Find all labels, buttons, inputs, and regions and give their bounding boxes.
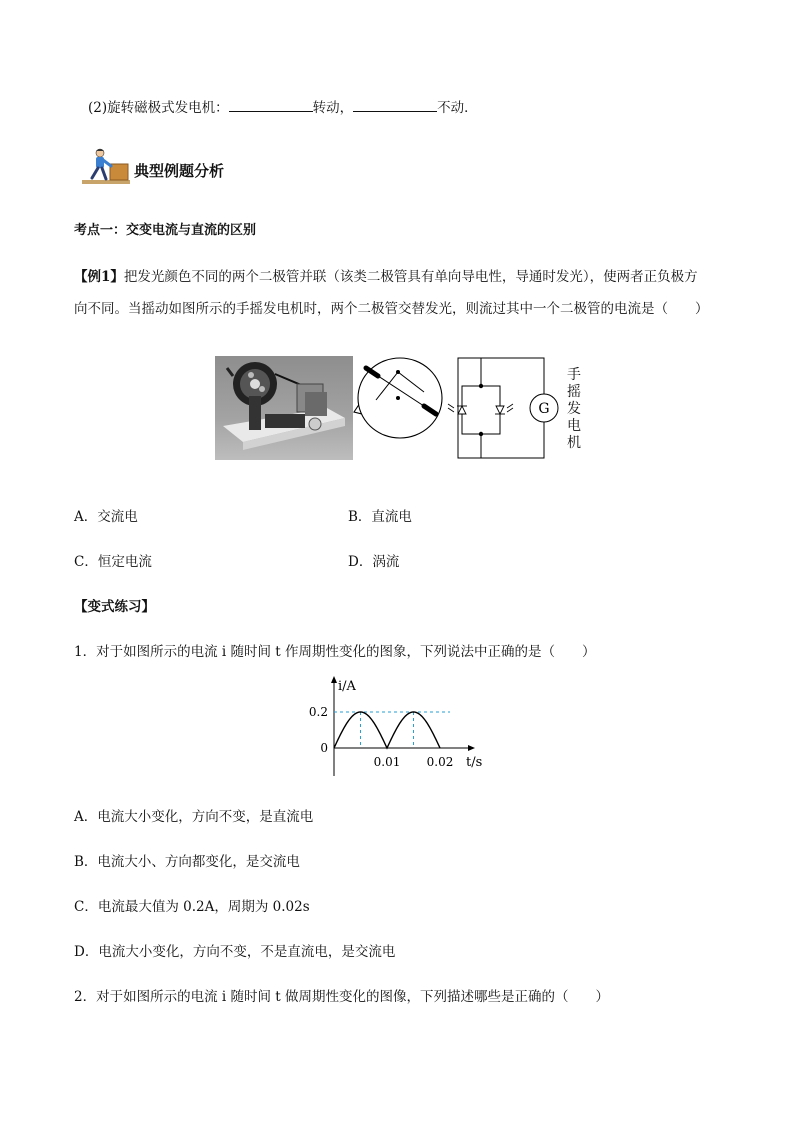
x-axis-label: t/s bbox=[466, 755, 483, 770]
led-right-icon bbox=[495, 404, 513, 414]
fill-mid: 转动， bbox=[312, 100, 354, 116]
vlabel-char: 发 bbox=[567, 401, 581, 417]
option-a[interactable]: A．交流电 bbox=[74, 509, 138, 525]
answer-blank-1[interactable] bbox=[229, 97, 313, 112]
person-pushing-box-icon bbox=[80, 146, 132, 186]
q1-option-c[interactable]: C．电流最大值为 0.2A，周期为 0.02s bbox=[74, 899, 310, 915]
y-axis-label: i/A bbox=[338, 679, 356, 694]
answer-blank-2[interactable] bbox=[353, 97, 437, 112]
fill-prefix: (2)旋转磁极式发电机： bbox=[88, 100, 229, 116]
q2-stem: 2．对于如图所示的电流 i 随时间 t 做周期性变化的图像，下列描述哪些是正确的（ ） bbox=[74, 989, 609, 1005]
vlabel-char: 电 bbox=[567, 418, 581, 434]
example1-line2: 向不同。当摇动如图所示的手摇发电机时，两个二极管交替发光，则流过其中一个二极管的电流是（ ） bbox=[74, 301, 709, 317]
option-c[interactable]: C．恒定电流 bbox=[74, 554, 152, 570]
example1-tag: 【例1】 bbox=[74, 269, 124, 285]
origin-label: 0 bbox=[320, 741, 328, 755]
example1-text1: 把发光颜色不同的两个二极管并联（该类二极管具有单向导电性，导通时发光），使两者正负极方 bbox=[123, 269, 698, 285]
example1-line1 bbox=[74, 265, 698, 285]
x-tick-label: 0.01 bbox=[373, 755, 401, 769]
variant-header: 【变式练习】 bbox=[74, 599, 155, 615]
option-d[interactable]: D．涡流 bbox=[348, 554, 400, 570]
section-title: 典型例题分析 bbox=[134, 162, 225, 180]
vlabel-char: 手 bbox=[567, 367, 581, 383]
x-axis-arrow bbox=[468, 745, 475, 751]
q1-option-a[interactable]: A．电流大小变化，方向不变，是直流电 bbox=[74, 809, 314, 825]
hand-generator-photo bbox=[215, 356, 353, 460]
vlabel-char: 摇 bbox=[567, 384, 581, 400]
chart-series-line bbox=[334, 712, 440, 748]
y-tick-label: 0.2 bbox=[308, 705, 328, 719]
x-tick-label: 0.02 bbox=[426, 755, 454, 769]
kaodian-heading: 考点一：交变电流与直流的区别 bbox=[74, 223, 257, 238]
circuit-diagram bbox=[348, 352, 588, 464]
q1-stem: 1．对于如图所示的电流 i 随时间 t 作周期性变化的图象，下列说法中正确的是（ ） bbox=[74, 644, 596, 660]
q1-option-d[interactable]: D．电流大小变化，方向不变，不是直流电，是交流电 bbox=[74, 944, 396, 960]
section-header bbox=[80, 146, 300, 186]
q1-option-b[interactable]: B．电流大小、方向都变化，是交流电 bbox=[74, 854, 300, 870]
current-time-chart bbox=[300, 674, 500, 784]
generator-symbol: G bbox=[538, 401, 550, 417]
vlabel-char: 机 bbox=[567, 435, 581, 451]
y-axis-arrow bbox=[331, 676, 337, 683]
option-b[interactable]: B．直流电 bbox=[348, 509, 412, 525]
fill-suffix: 不动． bbox=[437, 100, 478, 116]
generator-vertical-label bbox=[564, 367, 584, 452]
fill-in-line bbox=[88, 96, 478, 116]
